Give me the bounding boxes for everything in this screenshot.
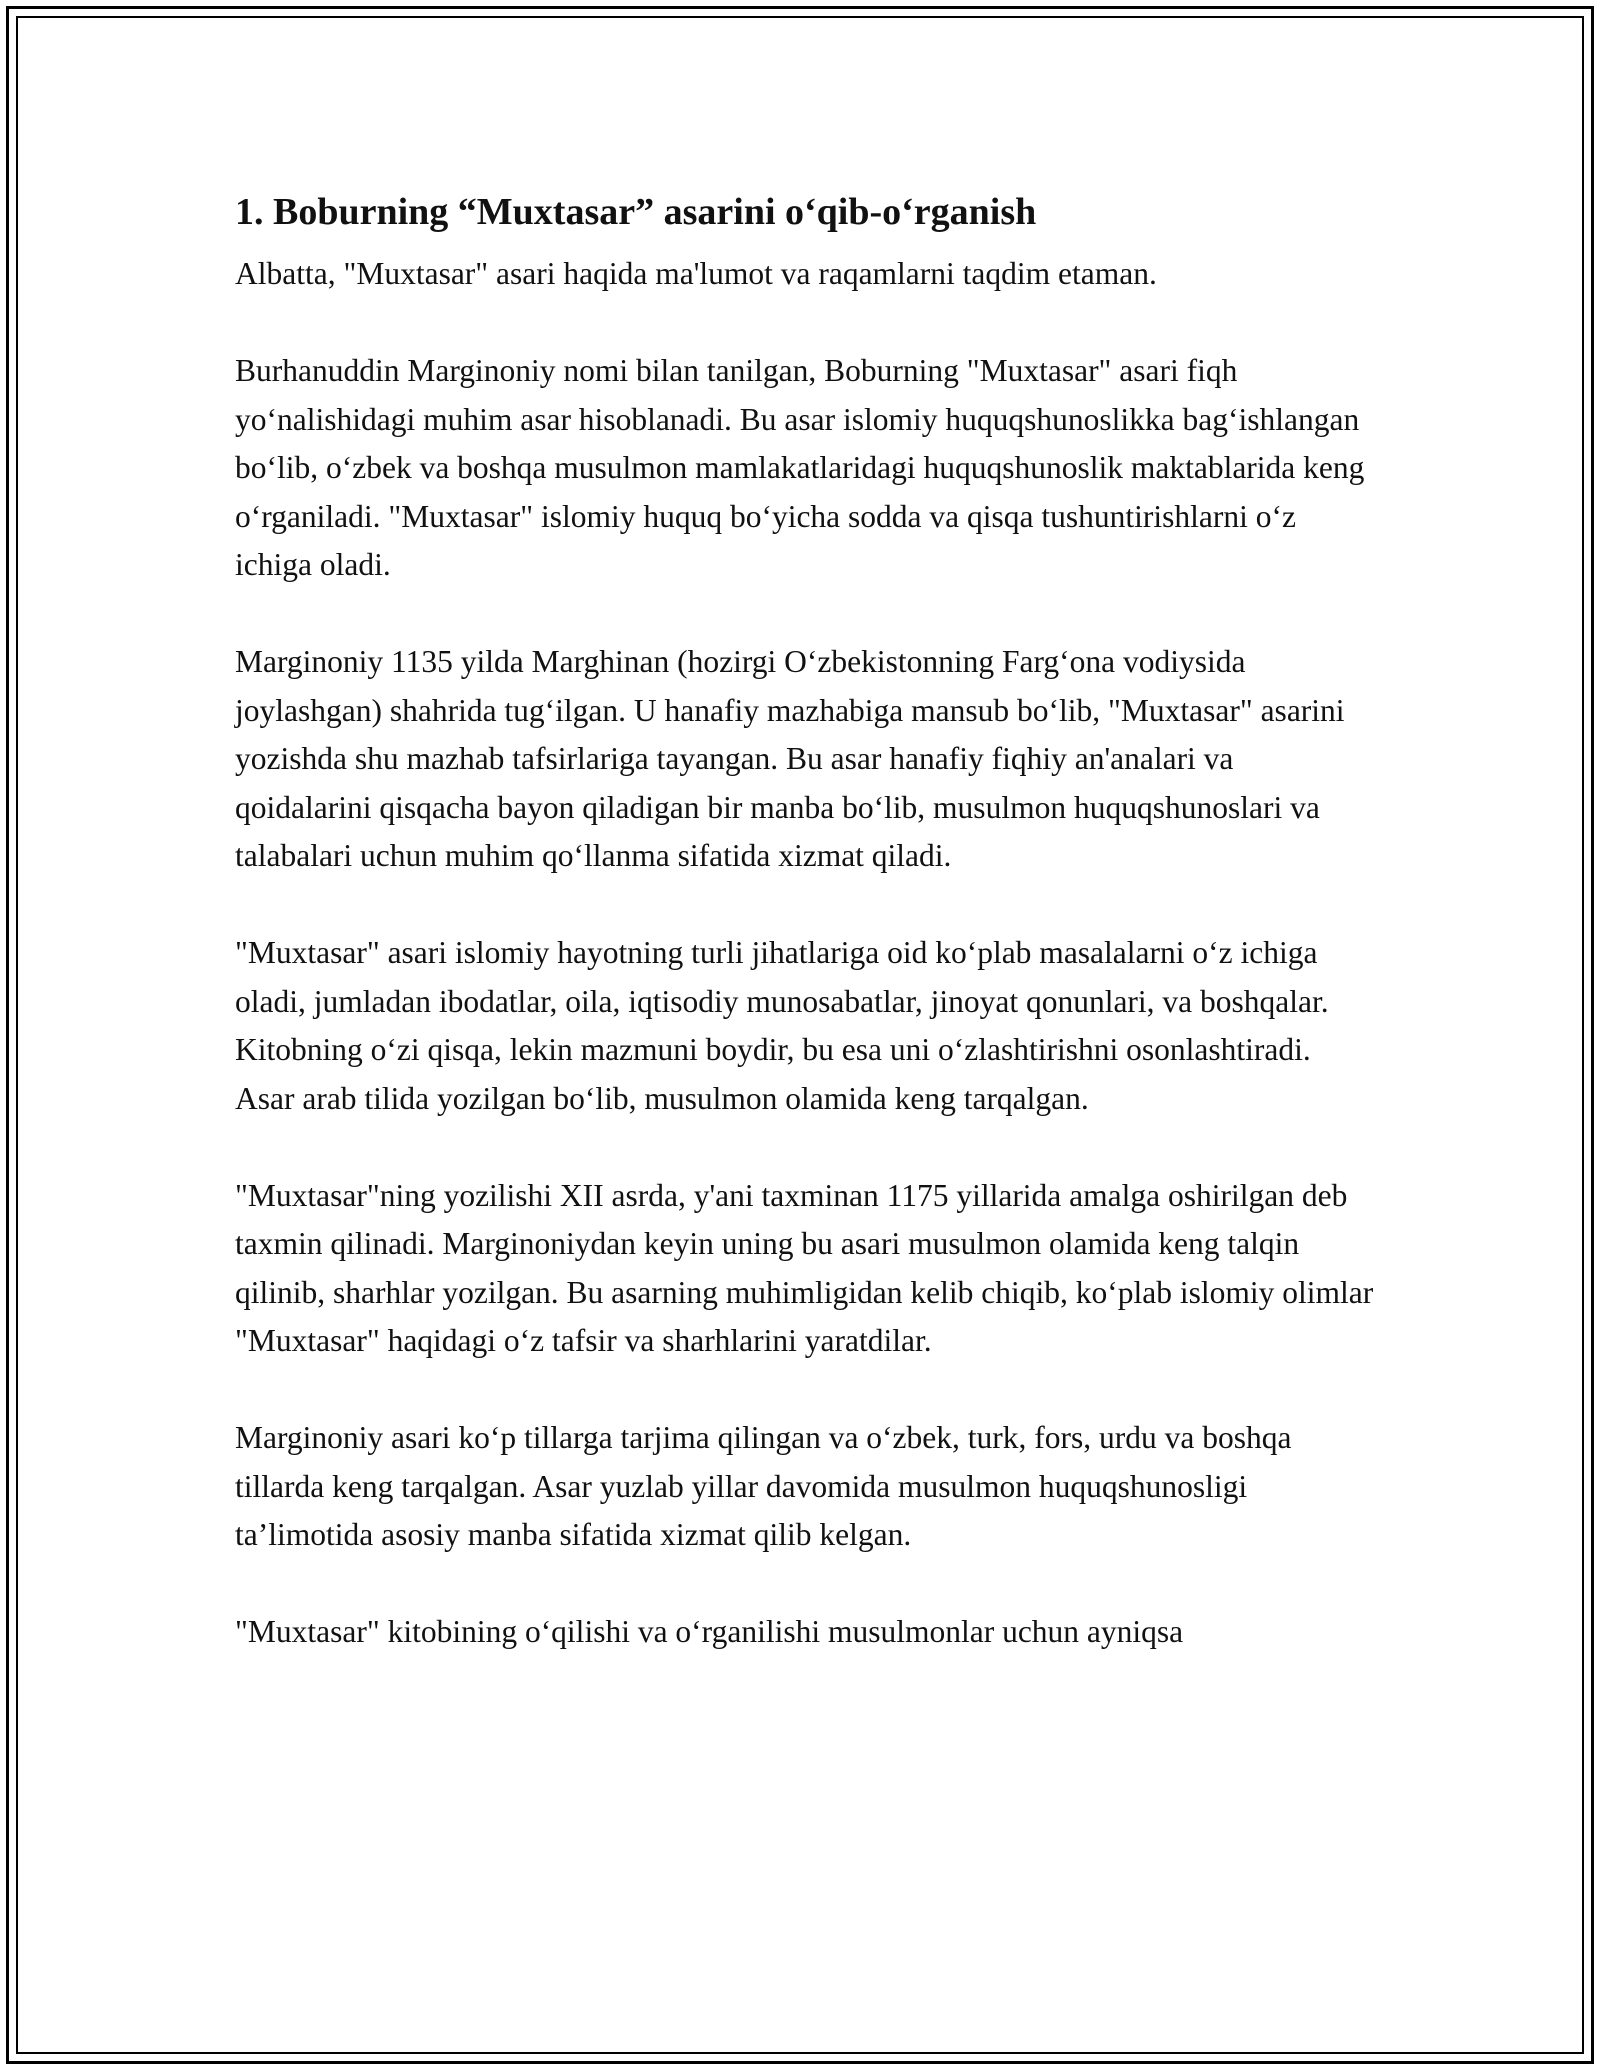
paragraph-writing-date: "Muxtasar"ning yozilishi XII asrda, y'ani taxminan 1175 yillarida amalga oshirilgan deb taxmin qilinadi. Marginoniydan keyin uning bu asari musulmon olamida keng talqin qilinib, sharhlar yozilgan. Bu asarning muhimligidan kelib chiqib, ko‘plab islomiy olimlar "Muxtasar" haqidagi o‘z tafsir va sharhlarini yaratdilar. — [235, 1177, 1374, 1358]
document-body — [235, 186, 1375, 1705]
paragraph-about-work: Burhanuddin Marginoniy nomi bilan tanilgan, Boburning "Muxtasar" asari fiqh yo‘nalishidagi muhim asar hisoblanadi. Bu asar islomiy huquqshunoslikka bag‘ishlangan bo‘lib, o‘zbek va boshqa musulmon mamlakatlaridagi huquqshunoslik maktablarida keng o‘rganiladi. "Muxtasar" islomiy huquq bo‘yicha sodda va qisqa tushuntirishlarni o‘z ichiga oladi. — [235, 353, 1365, 582]
paragraph-intro: Albatta, "Muxtasar" asari haqida ma'lumot va raqamlarni taqdim etaman. — [235, 256, 1157, 291]
paragraph-translations: Marginoniy asari ko‘p tillarga tarjima qilingan va o‘zbek, turk, fors, urdu va boshqa tillarda keng tarqalgan. Asar yuzlab yillar davomida musulmon huquqshunosligi ta’limotida asosiy manba sifatida xizmat qilib kelgan. — [235, 1420, 1292, 1552]
document-title: 1. Boburning “Muxtasar” asarini o‘qib-o‘rganish — [235, 191, 1037, 233]
paragraph-content-topics: "Muxtasar" asari islomiy hayotning turli jihatlariga oid ko‘plab masalalarni o‘z ichiga oladi, jumladan ibodatlar, oila, iqtisodiy munosabatlar, jinoyat qonunlari, va boshqalar. Kitobning o‘zi qisqa, lekin mazmuni boydir, bu esa uni o‘zlashtirishni osonlashtiradi. Asar arab tilida yozilgan bo‘lib, musulmon olamida keng tarqalgan. — [235, 935, 1329, 1116]
paragraph-study-importance: "Muxtasar" kitobining o‘qilishi va o‘rganilishi musulmonlar uchun ayniqsa — [235, 1614, 1184, 1649]
paragraph-author-biography: Marginoniy 1135 yilda Marghinan (hozirgi O‘zbekistonning Farg‘ona vodiysida joylashgan) shahrida tug‘ilgan. U hanafiy mazhabiga mansub bo‘lib, "Muxtasar" asarini yozishda shu mazhab tafsirlariga tayangan. Bu asar hanafiy fiqhiy an'analari va qoidalarini qisqacha bayon qiladigan bir manba bo‘lib, musulmon huquqshunoslari va talabalari uchun muhim qo‘llanma sifatida xizmat qiladi. — [235, 644, 1345, 873]
